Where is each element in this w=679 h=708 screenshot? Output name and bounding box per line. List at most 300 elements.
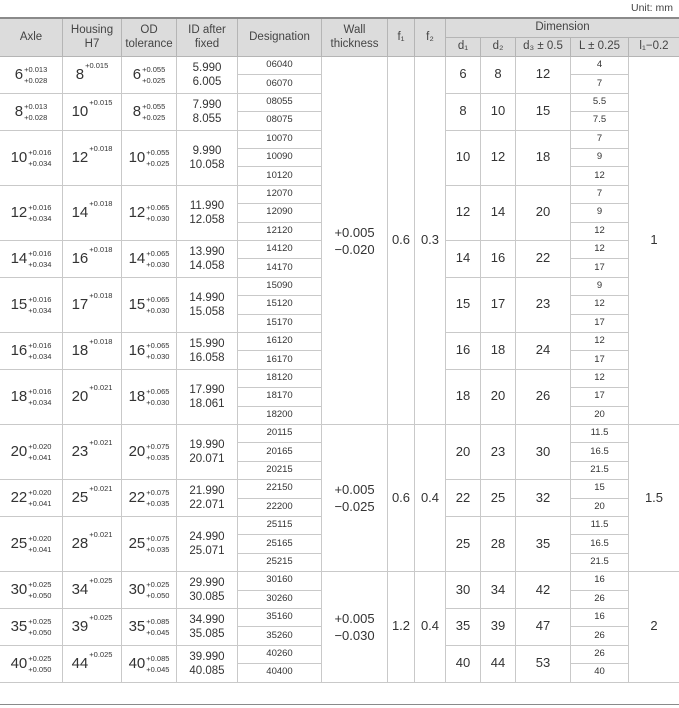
f2-value: 0.4 (420, 489, 440, 505)
axle-lower-deviation: +0.034 (28, 351, 52, 361)
designation-code: 22200 (266, 500, 293, 512)
od-cell (122, 572, 177, 609)
header-f1: f₁ (388, 19, 415, 57)
od-lower-deviation: +0.030 (146, 213, 170, 223)
header-d1: d₁ (446, 38, 481, 57)
od-tolerance (129, 653, 170, 675)
axle-nominal: 6 (14, 66, 24, 84)
id-values (189, 245, 224, 273)
length-value: 26 (594, 592, 605, 604)
axle-cell (0, 94, 63, 131)
od-deviation (146, 653, 169, 675)
axle-cell (0, 480, 63, 517)
axle-tolerance (15, 101, 48, 123)
length-cell (571, 499, 629, 517)
length-value: 4 (596, 59, 603, 71)
header-od-tolerance: OD tolerance (122, 19, 177, 57)
axle-lower-deviation: +0.041 (28, 499, 52, 509)
housing-tolerance (71, 245, 113, 268)
od-nominal: 10 (128, 149, 146, 167)
designation-code: 40260 (266, 648, 293, 660)
axle-nominal: 20 (10, 443, 28, 461)
id-values (189, 144, 224, 172)
designation-cell (238, 480, 322, 498)
axle-upper-deviation: +0.020 (28, 488, 52, 498)
housing-deviation (89, 382, 112, 393)
wall-tolerance (334, 224, 374, 258)
d1-cell (446, 370, 481, 425)
f1-value: 0.6 (391, 489, 411, 505)
d1-cell (446, 57, 481, 94)
f2-value: 0.4 (420, 618, 440, 634)
housing-tolerance (71, 337, 113, 360)
od-deviation (146, 487, 169, 509)
d3-cell (516, 333, 571, 370)
d3-cell (516, 57, 571, 94)
id-values (189, 438, 224, 466)
d2-value: 25 (490, 489, 506, 505)
wall-upper: +0.005 (334, 610, 375, 626)
designation-code: 10120 (266, 169, 293, 181)
d3-cell (516, 370, 571, 425)
l1-cell (629, 572, 679, 682)
d3-value: 53 (535, 655, 551, 671)
id-after-fixed-cell (177, 278, 238, 333)
axle-tolerance (11, 147, 52, 169)
id-upper: 21.990 (189, 485, 225, 498)
designation-cell (238, 517, 322, 535)
od-tolerance (129, 248, 170, 270)
od-lower-deviation: +0.025 (142, 75, 166, 85)
f1-value: 0.6 (391, 232, 411, 248)
axle-cell (0, 131, 63, 186)
d1-cell (446, 131, 481, 186)
od-nominal: 18 (128, 388, 146, 406)
housing-upper-deviation: +0.018 (89, 337, 113, 347)
od-tolerance (129, 147, 170, 169)
length-value: 21.5 (590, 556, 609, 568)
axle-nominal: 22 (10, 489, 28, 507)
od-nominal: 12 (128, 204, 146, 222)
axle-cell (0, 572, 63, 609)
f1-value: 1.2 (391, 618, 411, 634)
axle-lower-deviation: +0.034 (28, 213, 52, 223)
housing-upper-deviation: +0.018 (89, 144, 113, 154)
axle-cell (0, 333, 63, 370)
id-upper: 13.990 (189, 245, 225, 258)
housing-nominal: 20 (71, 388, 89, 406)
d2-cell (481, 186, 516, 241)
id-upper: 39.990 (189, 650, 225, 663)
designation-cell (238, 627, 322, 645)
od-cell (122, 241, 177, 278)
axle-deviation (28, 653, 51, 675)
designation-code: 12070 (266, 188, 293, 200)
wall-lower: −0.030 (334, 627, 375, 643)
housing-tolerance (71, 438, 113, 461)
wall-tolerance (334, 610, 374, 644)
id-upper: 17.990 (189, 383, 225, 396)
od-cell (122, 186, 177, 241)
od-cell (122, 609, 177, 646)
d3-value: 32 (535, 489, 551, 505)
designation-code: 35160 (266, 611, 293, 623)
designation-cell (238, 75, 322, 93)
wall-lower: −0.020 (334, 241, 375, 257)
id-lower: 30.085 (189, 591, 225, 604)
axle-upper-deviation: +0.016 (28, 386, 52, 396)
od-cell (122, 57, 177, 94)
designation-code: 35260 (266, 629, 293, 641)
d2-cell (481, 278, 516, 333)
od-cell (122, 94, 177, 131)
length-value: 40 (594, 666, 605, 678)
housing-deviation (89, 143, 112, 154)
od-nominal: 30 (128, 581, 146, 599)
d1-cell (446, 609, 481, 646)
housing-deviation (89, 97, 112, 108)
axle-tolerance (11, 487, 52, 509)
axle-upper-deviation: +0.013 (24, 101, 48, 111)
od-upper-deviation: +0.065 (146, 248, 170, 258)
id-lower: 6.005 (192, 75, 222, 88)
d3-value: 22 (535, 250, 551, 266)
d3-cell (516, 278, 571, 333)
id-values (189, 613, 224, 641)
length-cell (571, 296, 629, 314)
designation-code: 16120 (266, 335, 293, 347)
designation-code: 12120 (266, 224, 293, 236)
axle-nominal: 10 (10, 149, 28, 167)
designation-code: 25215 (266, 556, 293, 568)
designation-code: 20165 (266, 445, 293, 457)
d3-cell (516, 646, 571, 683)
designation-cell (238, 186, 322, 204)
unit-label: Unit: mm (631, 2, 673, 14)
length-value: 16 (594, 611, 605, 623)
designation-cell (238, 94, 322, 112)
od-lower-deviation: +0.035 (146, 545, 170, 555)
housing-cell (63, 370, 122, 425)
designation-cell (238, 646, 322, 664)
length-cell (571, 57, 629, 75)
length-cell (571, 149, 629, 167)
id-after-fixed-cell (177, 370, 238, 425)
wall-thickness-cell (322, 572, 388, 682)
length-value: 7 (596, 188, 603, 200)
length-cell (571, 517, 629, 535)
axle-nominal: 14 (10, 250, 28, 268)
od-lower-deviation: +0.045 (146, 627, 170, 637)
d3-value: 42 (535, 581, 551, 597)
housing-tolerance (71, 98, 113, 121)
designation-cell (238, 296, 322, 314)
length-value: 12 (594, 298, 605, 310)
housing-deviation (89, 575, 112, 586)
housing-cell (63, 241, 122, 278)
housing-tolerance (71, 530, 113, 553)
od-tolerance (129, 386, 170, 408)
length-value: 7 (596, 132, 603, 144)
od-upper-deviation: +0.025 (146, 580, 170, 590)
od-nominal: 14 (128, 250, 146, 268)
header-id-after-fixed: ID after fixed (177, 19, 238, 57)
length-cell (571, 333, 629, 351)
length-cell (571, 370, 629, 388)
length-value: 15 (594, 482, 605, 494)
od-nominal: 8 (132, 103, 142, 121)
d1-value: 14 (455, 250, 471, 266)
designation-cell (238, 315, 322, 333)
od-tolerance (129, 202, 170, 224)
axle-deviation (28, 147, 51, 169)
designation-code: 18170 (266, 390, 293, 402)
id-values (189, 291, 224, 319)
length-cell (571, 223, 629, 241)
designation-cell (238, 370, 322, 388)
id-lower: 8.055 (192, 112, 222, 125)
d3-cell (516, 94, 571, 131)
housing-tolerance (71, 484, 113, 507)
axle-nominal: 8 (14, 103, 24, 121)
od-deviation (146, 202, 169, 224)
axle-lower-deviation: +0.034 (28, 305, 52, 315)
designation-code: 25115 (266, 519, 293, 531)
od-lower-deviation: +0.030 (146, 397, 170, 407)
header-dimension: Dimension (446, 19, 679, 38)
housing-deviation (89, 244, 112, 255)
housing-upper-deviation: +0.021 (89, 484, 113, 494)
axle-upper-deviation: +0.020 (28, 442, 52, 452)
id-upper: 29.990 (189, 577, 225, 590)
id-lower: 16.058 (189, 351, 225, 364)
d1-cell (446, 186, 481, 241)
wall-tolerance (334, 481, 374, 515)
designation-code: 25165 (266, 537, 293, 549)
header-d3: d₃ ± 0.5 (516, 38, 571, 57)
housing-cell (63, 131, 122, 186)
housing-deviation (89, 437, 112, 448)
axle-cell (0, 370, 63, 425)
d3-value: 12 (535, 66, 551, 82)
length-value: 11.5 (590, 427, 609, 439)
od-cell (122, 333, 177, 370)
designation-code: 18120 (266, 372, 293, 384)
od-nominal: 15 (128, 296, 146, 314)
id-after-fixed-cell (177, 57, 238, 94)
length-cell (571, 609, 629, 627)
header-wall-thickness: Wall thickness (322, 19, 388, 57)
header-designation: Designation (238, 19, 322, 57)
length-value: 9 (596, 206, 603, 218)
f1-cell (388, 572, 415, 682)
id-values (189, 199, 224, 227)
od-lower-deviation: +0.025 (142, 112, 166, 122)
axle-tolerance (11, 441, 52, 463)
d3-value: 47 (535, 618, 551, 634)
designation-cell (238, 499, 322, 517)
id-values (189, 530, 224, 558)
housing-upper-deviation: +0.018 (89, 245, 113, 255)
length-cell (571, 186, 629, 204)
od-cell (122, 646, 177, 683)
axle-tolerance (11, 616, 52, 638)
housing-cell (63, 517, 122, 572)
d2-cell (481, 131, 516, 186)
od-upper-deviation: +0.055 (146, 147, 170, 157)
designation-cell (238, 572, 322, 590)
od-deviation (146, 533, 169, 555)
designation-cell (238, 57, 322, 75)
id-upper: 19.990 (189, 439, 225, 452)
length-value: 12 (594, 243, 605, 255)
housing-deviation (85, 60, 108, 71)
housing-nominal: 34 (71, 581, 89, 599)
axle-deviation (28, 487, 51, 509)
length-value: 12 (594, 224, 605, 236)
designation-code: 22150 (266, 482, 293, 494)
d2-cell (481, 517, 516, 572)
length-cell (571, 480, 629, 498)
axle-tolerance (11, 248, 52, 270)
od-cell (122, 517, 177, 572)
housing-deviation (89, 336, 112, 347)
axle-upper-deviation: +0.025 (28, 653, 52, 663)
designation-code: 16170 (266, 353, 293, 365)
designation-code: 40400 (266, 666, 293, 678)
housing-nominal: 8 (75, 66, 85, 84)
housing-nominal: 17 (71, 296, 89, 314)
od-deviation (146, 579, 169, 601)
axle-deviation (24, 101, 47, 123)
length-value: 11.5 (590, 519, 609, 531)
id-upper: 34.990 (189, 613, 225, 626)
od-deviation (146, 386, 169, 408)
designation-cell (238, 462, 322, 480)
housing-deviation (89, 290, 112, 301)
length-value: 16.5 (590, 445, 609, 457)
designation-cell (238, 131, 322, 149)
axle-cell (0, 609, 63, 646)
d1-cell (446, 572, 481, 609)
length-cell (571, 388, 629, 406)
length-cell (571, 627, 629, 645)
id-after-fixed-cell (177, 94, 238, 131)
designation-code: 08055 (266, 96, 293, 108)
designation-cell (238, 333, 322, 351)
axle-deviation (28, 616, 51, 638)
length-value: 17 (594, 353, 605, 365)
od-nominal: 22 (128, 489, 146, 507)
d2-cell (481, 480, 516, 517)
od-upper-deviation: +0.055 (142, 64, 166, 74)
length-cell (571, 241, 629, 259)
axle-deviation (24, 64, 47, 86)
axle-deviation (28, 386, 51, 408)
designation-code: 08075 (266, 114, 293, 126)
length-cell (571, 591, 629, 609)
f2-cell (415, 425, 446, 572)
axle-nominal: 30 (10, 581, 28, 599)
od-upper-deviation: +0.055 (142, 101, 166, 111)
d3-value: 30 (535, 443, 551, 459)
d3-value: 20 (535, 204, 551, 220)
length-cell (571, 554, 629, 572)
axle-lower-deviation: +0.050 (28, 627, 52, 637)
designation-cell (238, 443, 322, 461)
od-upper-deviation: +0.075 (146, 534, 170, 544)
wall-thickness-cell (322, 57, 388, 425)
d1-cell (446, 278, 481, 333)
od-upper-deviation: +0.065 (146, 294, 170, 304)
d3-cell (516, 131, 571, 186)
designation-cell (238, 351, 322, 369)
housing-deviation (89, 612, 112, 623)
l1-cell (629, 57, 679, 425)
f2-cell (415, 57, 446, 425)
id-upper: 14.990 (189, 291, 225, 304)
id-after-fixed-cell (177, 333, 238, 370)
id-after-fixed-cell (177, 131, 238, 186)
designation-code: 14170 (266, 261, 293, 273)
axle-nominal: 15 (10, 296, 28, 314)
od-upper-deviation: +0.085 (146, 653, 170, 663)
axle-lower-deviation: +0.041 (28, 453, 52, 463)
axle-upper-deviation: +0.020 (28, 534, 52, 544)
d1-value: 15 (455, 296, 471, 312)
housing-deviation (89, 529, 112, 540)
d1-cell (446, 241, 481, 278)
d3-cell (516, 241, 571, 278)
od-upper-deviation: +0.065 (146, 386, 170, 396)
length-value: 17 (594, 390, 605, 402)
length-value: 16 (594, 574, 605, 586)
id-upper: 9.990 (192, 144, 222, 157)
d2-value: 8 (494, 66, 502, 82)
od-lower-deviation: +0.035 (146, 453, 170, 463)
axle-upper-deviation: +0.016 (28, 340, 52, 350)
axle-lower-deviation: +0.050 (28, 591, 52, 601)
f2-cell (415, 572, 446, 682)
d2-value: 12 (490, 149, 506, 165)
od-tolerance (129, 340, 170, 362)
d1-cell (446, 333, 481, 370)
designation-code: 30160 (266, 574, 293, 586)
d2-value: 14 (490, 204, 506, 220)
designation-code: 14120 (266, 243, 293, 255)
od-tolerance (129, 533, 170, 555)
length-cell (571, 167, 629, 185)
od-deviation (146, 616, 169, 638)
axle-upper-deviation: +0.016 (28, 248, 52, 258)
od-tolerance (129, 579, 170, 601)
axle-lower-deviation: +0.028 (24, 112, 48, 122)
designation-cell (238, 278, 322, 296)
d1-cell (446, 425, 481, 480)
id-lower: 12.058 (189, 213, 225, 226)
od-lower-deviation: +0.030 (146, 305, 170, 315)
d3-cell (516, 609, 571, 646)
axle-tolerance (11, 533, 52, 555)
length-value: 9 (596, 151, 603, 163)
designation-code: 06040 (266, 59, 293, 71)
housing-cell (63, 646, 122, 683)
od-lower-deviation: +0.035 (146, 499, 170, 509)
axle-lower-deviation: +0.041 (28, 545, 52, 555)
housing-upper-deviation: +0.015 (85, 61, 109, 71)
axle-tolerance (11, 202, 52, 224)
d2-cell (481, 609, 516, 646)
